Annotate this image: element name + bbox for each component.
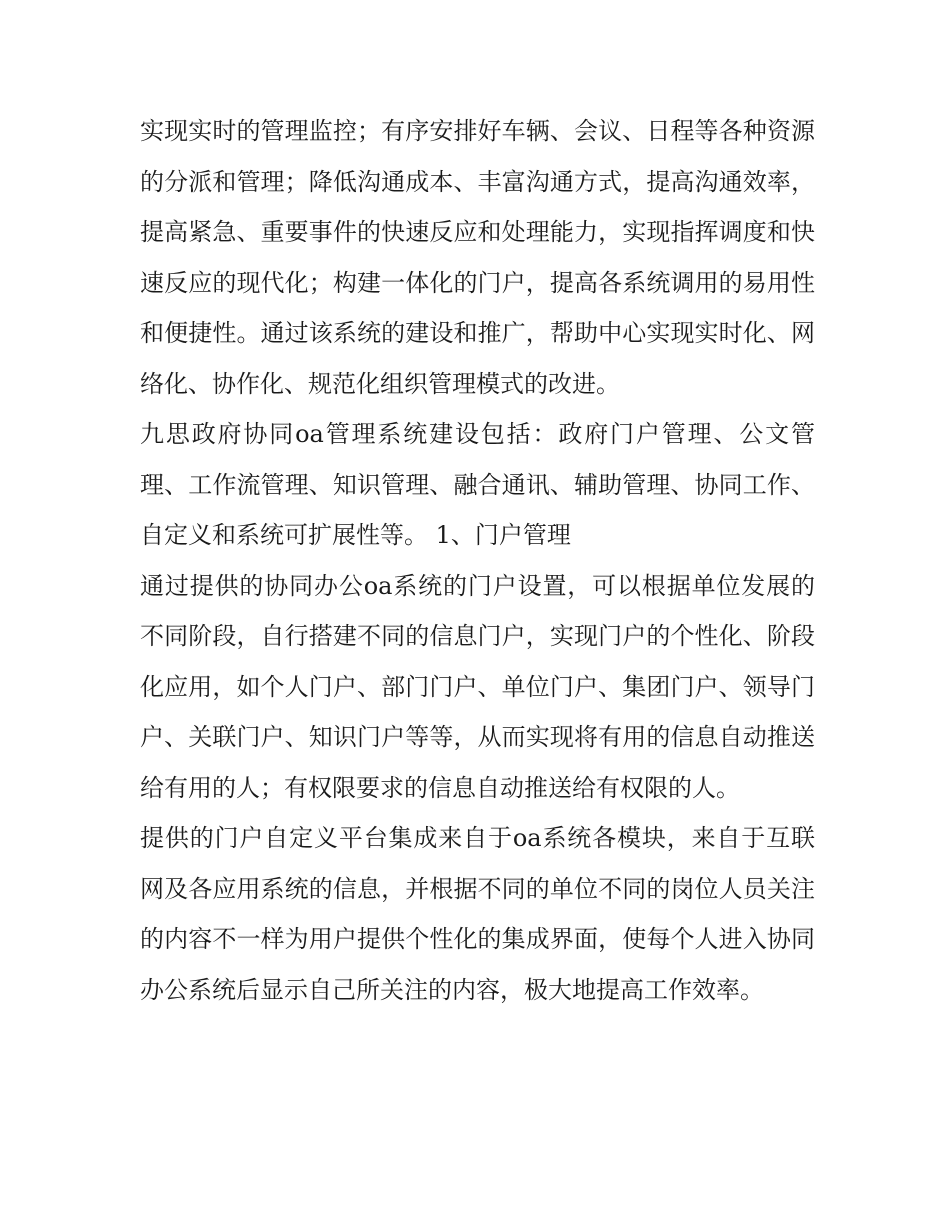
paragraph-4: 提供的门户自定义平台集成来自于oa系统各模块，来自于互联网及各应用系统的信息，并根据不同的单位不同的岗位人员关注的内容不一样为用户提供个性化的集成界面，使每个人进入协同办公系统后显示自己所关注的内容，极大地提高工作效率。 (140, 824, 815, 1004)
paragraph-2: 九思政府协同oa管理系统建设包括：政府门户管理、公文管理、工作流管理、知识管理、融合通讯、辅助管理、协同工作、自定义和系统可扩展性等。 1、门户管理 (140, 420, 815, 549)
paragraph-1: 实现实时的管理监控；有序安排好车辆、会议、日程等各种资源的分派和管理；降低沟通成本、丰富沟通方式，提高沟通效率，提高紧急、重要事件的快速反应和处理能力，实现指挥调度和快速反应的现代化；构建一体化的门户，提高各系统调用的易用性和便捷性。通过该系统的建设和推广，帮助中心实现实时化、网络化、协作化、规范化组织管理模式的改进。 (140, 117, 815, 398)
document-body (140, 106, 815, 1015)
paragraph-3: 通过提供的协同办公oa系统的门户设置，可以根据单位发展的不同阶段，自行搭建不同的信息门户，实现门户的个性化、阶段化应用，如个人门户、部门门户、单位门户、集团门户、领导门户、关联门户、知识门户等等，从而实现将有用的信息自动推送给有用的人；有权限要求的信息自动推送给有权限的人。 (140, 571, 815, 802)
